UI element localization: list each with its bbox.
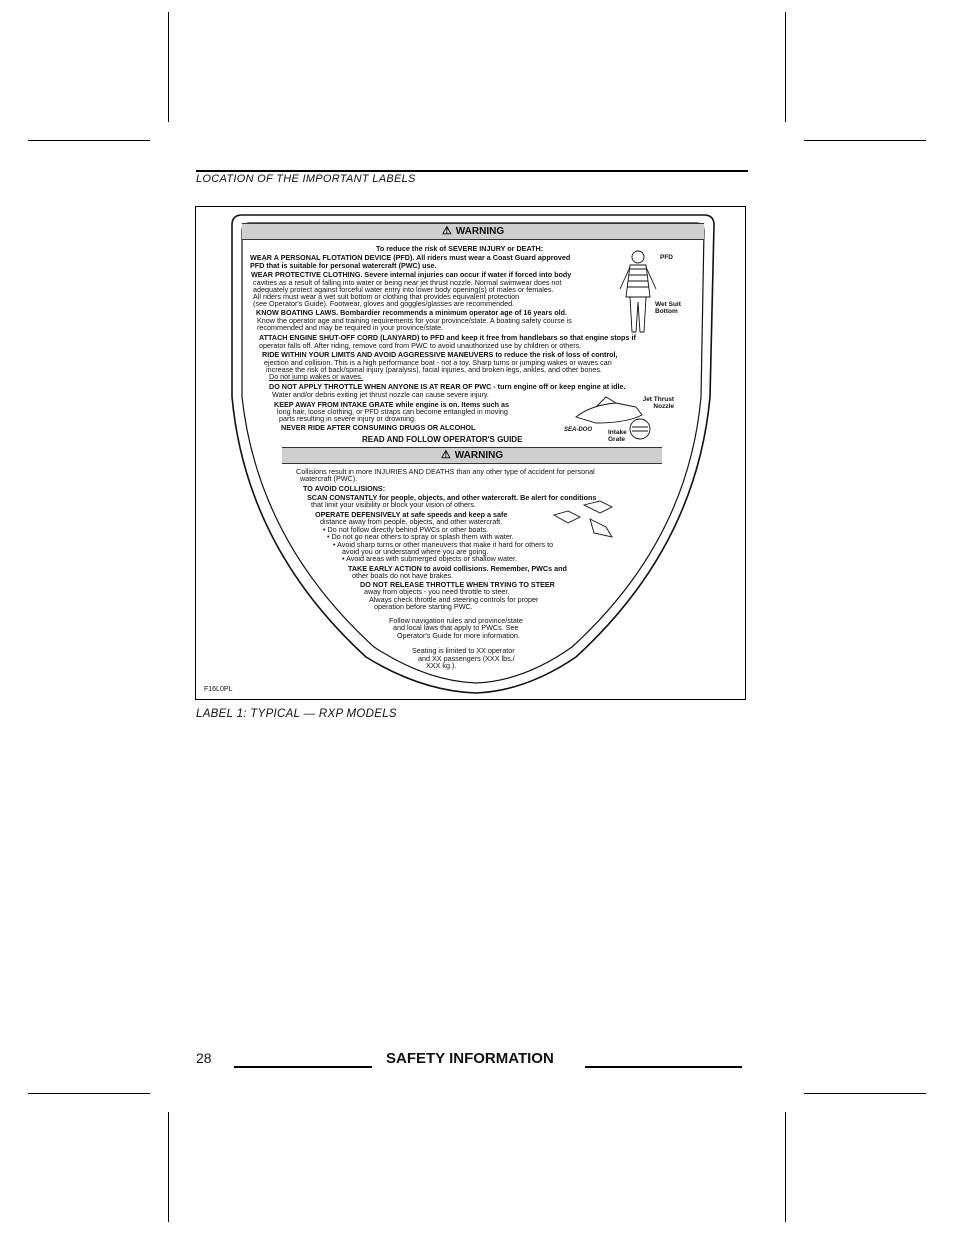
warning-line: away from objects - you need throttle to steer. bbox=[364, 587, 510, 596]
warning-line: cavities as a result of falling into water or being near jet thrust nozzle. Normal swimwear does not bbox=[253, 278, 562, 287]
warning-line: increase the risk of back/spinal injury (paralysis), facial injuries, and broken legs, ankles, and other bones. bbox=[266, 365, 602, 374]
footer-rule-left bbox=[234, 1066, 372, 1068]
figure-code: F16L0PL bbox=[204, 686, 233, 693]
page-number: 28 bbox=[196, 1050, 212, 1066]
warning-line: • Do not follow directly behind PWCs or other boats. bbox=[323, 525, 489, 534]
warning-line: operation before starting PWC. bbox=[374, 602, 473, 611]
crop-mark bbox=[804, 1093, 926, 1094]
warning-line: (see Operator's Guide). Footwear, gloves and goggles/glasses are recommended. bbox=[253, 299, 515, 308]
warning-line: • Avoid sharp turns or other maneuvers that make it hard for others to bbox=[333, 540, 554, 549]
warning-line: and local laws that apply to PWCs. See bbox=[393, 623, 519, 632]
warning-line: ATTACH ENGINE SHUT-OFF CORD (LANYARD) to PFD and keep it free from handlebars so that engine stops if bbox=[259, 333, 636, 342]
warning-line: Follow navigation rules and province/state bbox=[389, 616, 523, 625]
warning-line: that limit your visibility or block your vision of others. bbox=[311, 500, 476, 509]
label-figure bbox=[195, 206, 746, 700]
warning-line: watercraft (PWC). bbox=[300, 474, 358, 483]
warning-line: PFD that is suitable for personal watercraft (PWC) use. bbox=[250, 261, 437, 270]
warning-line: distance away from people, objects, and other watercraft. bbox=[320, 517, 503, 526]
warning-line: OPERATE DEFENSIVELY at safe speeds and keep a safe bbox=[315, 510, 508, 519]
header-rule bbox=[196, 170, 748, 172]
warning-line: adequately protect against forceful water entry into lower body opening(s) of males or females. bbox=[253, 285, 554, 294]
footer-rule-right bbox=[585, 1066, 742, 1068]
warning-line: WEAR A PERSONAL FLOTATION DEVICE (PFD). All riders must wear a Coast Guard approved bbox=[250, 253, 571, 262]
warning-line: TAKE EARLY ACTION to avoid collisions. Remember, PWCs and bbox=[348, 564, 567, 573]
warning-line: All riders must wear a wet suit bottom or clothing that provides equivalent protection bbox=[253, 292, 520, 301]
brand-logo: SEA-DOO bbox=[564, 427, 593, 433]
jet-thrust-label: Jet Thrust Nozzle bbox=[642, 396, 674, 410]
warning-line: TO AVOID COLLISIONS: bbox=[303, 484, 386, 493]
intake-label: Intake Grate bbox=[608, 429, 627, 443]
warning-line: Collisions result in more INJURIES AND DEATHS than any other type of accident for personal bbox=[296, 467, 595, 476]
warning-line: WEAR PROTECTIVE CLOTHING. Severe internal injuries can occur if water if forced into body bbox=[251, 270, 572, 279]
warning-line: operator falls off. After riding, remove cord from PWC to avoid unauthorized use by children or others. bbox=[259, 341, 582, 350]
section-title: LOCATION OF THE IMPORTANT LABELS bbox=[196, 173, 416, 185]
warning-line: KEEP AWAY FROM INTAKE GRATE while engine is on. Items such as bbox=[274, 400, 509, 409]
warning-line: avoid you or understand where you are going. bbox=[342, 547, 489, 556]
footer-title: SAFETY INFORMATION bbox=[386, 1050, 554, 1067]
warning-line: SCAN CONSTANTLY for people, objects, and other watercraft. Be alert for conditions bbox=[307, 493, 597, 502]
warning-line: Water and/or debris exiting jet thrust nozzle can cause severe injury. bbox=[272, 390, 489, 399]
warning-line: and XX passengers (XXX lbs./ bbox=[418, 654, 515, 663]
warning-line: DO NOT RELEASE THROTTLE WHEN TRYING TO STEER bbox=[360, 580, 555, 589]
crop-mark bbox=[785, 1112, 786, 1222]
warning-line: Do not jump wakes or waves. bbox=[269, 372, 363, 381]
warning-line: long hair, loose clothing, or PFD straps can become entangled in moving bbox=[277, 407, 508, 416]
warning-line: XXX kg.). bbox=[426, 661, 457, 670]
warning-line: NEVER RIDE AFTER CONSUMING DRUGS OR ALCOHOL bbox=[281, 423, 476, 432]
warning-line: DO NOT APPLY THROTTLE WHEN ANYONE IS AT REAR OF PWC - turn engine off or keep engine at idle. bbox=[269, 382, 626, 391]
warning-line: recommended and may be required in your province/state. bbox=[257, 323, 444, 332]
warning-line: Always check throttle and steering controls for proper bbox=[369, 595, 539, 604]
warning-line: RIDE WITHIN YOUR LIMITS AND AVOID AGGRESSIVE MANEUVERS to reduce the risk of loss of control, bbox=[262, 350, 618, 359]
crop-mark bbox=[168, 1112, 169, 1222]
warning-title: WARNING bbox=[454, 450, 504, 461]
warning-triangle-icon: ⚠ bbox=[440, 449, 451, 461]
warning-line: Know the operator age and training requirements for your province/state. A boating safety course is bbox=[257, 316, 572, 325]
warning-line: • Do not go near others to spray or splash them with water. bbox=[327, 532, 514, 541]
wet-suit-label: Wet Suit Bottom bbox=[655, 301, 681, 315]
warning-line: Seating is limited to XX operator bbox=[412, 646, 515, 655]
crop-mark bbox=[28, 1093, 150, 1094]
page-footer bbox=[196, 1050, 748, 1074]
crop-mark bbox=[28, 140, 150, 141]
warning-bar-1 bbox=[242, 223, 704, 240]
crop-mark bbox=[804, 140, 926, 141]
warning-line: Operator's Guide for more information. bbox=[397, 631, 520, 640]
warning-bar-2 bbox=[282, 447, 662, 464]
warning-line: other boats do not have brakes. bbox=[352, 571, 454, 580]
warning-line: parts resulting in severe injury or drowning. bbox=[279, 414, 417, 423]
warning-closing: READ AND FOLLOW OPERATOR'S GUIDE bbox=[362, 435, 523, 444]
warning-line: KNOW BOATING LAWS. Bombardier recommends a minimum operator age of 16 years old. bbox=[256, 308, 567, 317]
pfd-label: PFD bbox=[660, 254, 673, 261]
warning-intro: To reduce the risk of SEVERE INJURY or DEATH: bbox=[376, 244, 544, 253]
warning-line: • Avoid areas with submerged objects or shallow water. bbox=[342, 554, 517, 563]
warning-title: WARNING bbox=[455, 226, 505, 237]
crop-mark bbox=[785, 12, 786, 122]
figure-caption: LABEL 1: TYPICAL — RXP MODELS bbox=[196, 708, 397, 720]
warning-triangle-icon: ⚠ bbox=[441, 225, 452, 237]
warning-line: ejection and collision. This is a high performance boat - not a toy. Sharp turns or jumping wakes or waves can bbox=[264, 358, 612, 367]
crop-mark bbox=[168, 12, 169, 122]
